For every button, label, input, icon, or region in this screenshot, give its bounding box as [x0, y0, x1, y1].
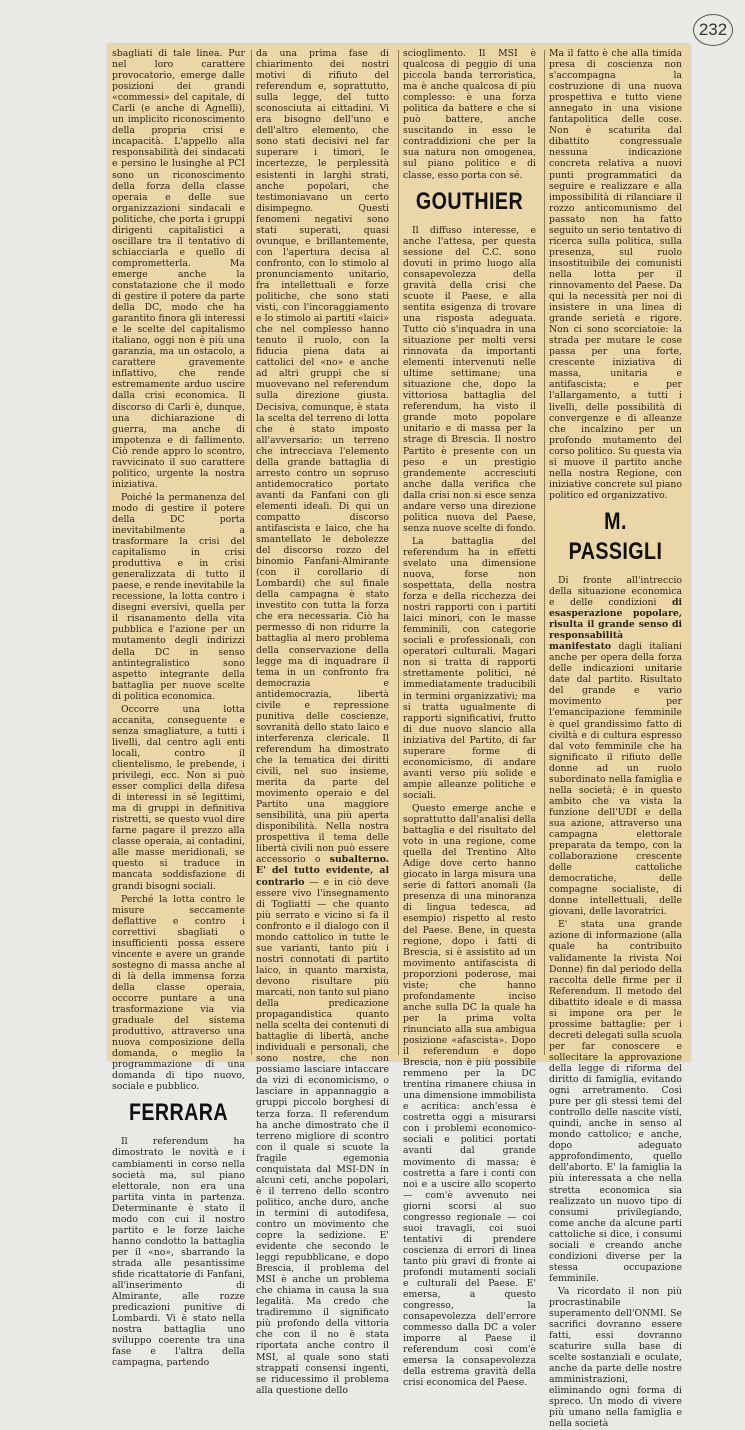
column-divider [544, 50, 545, 1055]
col1-paragraph: sbagliati di tale linea. Pur nel loro carattere provocatorio, emerge dalle posizioni dei grandi «commessi» del capitale, di Carli (e anche di Agnelli), un implicito riconoscimento della propria crisi e incapacità. L'appello alla responsabilità dei sindacati e persino le lusinghe al PCI sono un riconoscimento della forza della classe operaia e delle sue organizzazioni sindacali e politiche, che porta i gruppi dirigenti capitalistici a oscillare tra il tentativo di schiacciarla e quello di comprometterla. Ma emerge anche la constatazione che il modo di gestire il potere da parte della DC, modo che ha garantito finora gli interessi e le scelte del capitalismo italiano, oggi non è più una garanzia, ma un ostacolo, a carattere gravemente inflattivo, che rende estremamente arduo uscire dalla crisi economica. Il discorso di Carli è, dunque, una dichiarazione di guerra, ma anche di impotenza e di fallimento. Ciò rende appro lo scontro, ravvicinato il suo carattere politico, urgente la nostra iniziativa. [112, 48, 245, 490]
column-3 [403, 48, 536, 1389]
heading-gouthier: GOUTHIER [415, 187, 524, 215]
col4-paragraph [549, 575, 682, 917]
column-2 [256, 48, 389, 1396]
col4-bold-text: di esasperazione popolare, risulta il grande senso di responsabilità manifestato [549, 597, 682, 653]
col4-paragraph: E' stata una grande azione di informazione (alla quale ha contribuito validamente la rivista Noi Donne) fin dal periodo della raccolta delle firme per il Referendum. Il metodo del dibattito ideale e di massa si impone ora per le prossime battaglie: per i decreti delegati sulla scuola per far conoscere e sollecitare la approvazione della legge di riforma del diritto di famiglia, evitando ogni arretramento. Così pure per gli stessi temi del controllo delle nascite visti, quindi, anche in senso al mondo cattolico; e anche, dopo adeguato approfondimento, quello dell'aborto. E' la famiglia la più interessata a che nella stretta economica sia realizzato un nuovo tipo di consumi privilegiando, come anche da alcune parti cattoliche si dice, i consumi sociali e creando anche condizioni diverse per la stessa occupazione femminile. [549, 919, 682, 1284]
col4-paragraph: Va ricordato il non più procrastinabile superamento dell'ONMI. Se sacrifici dovranno essere fatti, essi dovranno scaturire sulla base di scelte sostanziali e oculate, anche da parte delle nostre amministrazioni, eliminando ogni forma di spreco. Un modo di vivere più umano nella famiglia e nella società [549, 1285, 682, 1430]
page-number: 232 [693, 14, 733, 46]
col4-paragraph: Ma il fatto è che alla timida presa di coscienza non s'accompagna la costruzione di una nuova prospettiva e tutto viene annegato in una visione fantapolitica delle cose. Non è scaturita dal dibattito congressuale nessuna indicazione concreta relativa a nuovi punti programmatici da seguire e realizzare e alla impossibilità di rilanciare il rozzo anticomunismo del passato non ha fatto seguito un serio tentativo di ricerca sulla politica, sulla presenza, sul ruolo insostituibile dei comunisti nella lotta per il rinnovamento del Paese. Da qui la necessità per noi di insistere in una linea di grande serietà e rigore. Non ci sono scorciatoie: la strada per mutare le cose passa per una forte, crescente iniziativa di massa, unitaria e antifascista; e per l'allargamento, a tutti i livelli, delle possibilità di convergenze e di alleanze che incalzino per un profondo mutamento del corso politico. Su questa via si muove il partito anche nella nostra Regione, con iniziative concrete sul piano politico ed organizzativo. [549, 48, 682, 501]
col1-paragraph: Occorre una lotta accanita, conseguente e senza smagliature, a tutti i livelli, dal centro agli enti locali, contro il clientelismo, le prebende, i privilegi, ecc. Non si può esser complici della difesa di interessi in sé legittimi, ma di gruppi in definitiva ristretti, se questo vuol dire farne pagare il prezzo alla classe operaia, ai contadini, alle masse meridionali, se questo si traduce in mancata soddisfazione di grandi bisogni sociali. [112, 703, 245, 892]
column-divider [398, 50, 399, 1055]
heading-passigli: M. PASSIGLI [568, 507, 663, 565]
col4-text: Di fronte all'intreccio della situazione economica e delle condizioni [549, 574, 682, 609]
col1-paragraph: Poiché la permanenza del modo di gestire il potere della DC porta inevitabilmente a trasformare la crisi del capitalismo in crisi produttiva e in crisi generalizzata di tutto il paese, e rende inevitabile la recessione, la lotta contro i disegni eversivi, quella per il risanamento della vita pubblica e l'azione per un mutamento degli indirizzi della DC in senso antintegralistico sono aspetto integrante della battaglia per nuove scelte di politica economica. [112, 491, 245, 702]
column-divider [251, 50, 252, 1055]
col3-paragraph: Questo emerge anche e soprattutto dall'analisi della battaglia e del risultato del voto in una regione, come quella del Trentino Alto Adige dove certo hanno giocato in larga misura una serie di fattori anomali (la presenza di una minoranza di lingua tedesca, ad esempio) rispetto al resto del Paese. Bene, in questa regione, dopo i fatti di Brescia, si è assistito ad un movimento antifascista di proporzioni poderose, mai viste; che hanno profondamente inciso anche sulla DC la quale ha per la prima volta rinunciato alla sua ambigua posizione «afascista». Dopo il referendum e dopo Brescia, non è più possibile remmeno per la DC trentina rimanere chiusa in una dimensione immobilista e acritica: anch'essa è costretta oggi a misurarsi con i problemi economico-sociali e politici portati avanti dal grande movimento di massa; è costretta a fare i conti con noi e a uscire allo scoperto — com'è avvenuto nei giorni scorsi al suo congresso regionale — coi suoi travagli, coi suoi tentativi di prendere coscienza di errori di linea tanto più gravi di fronte ai profondi mutamenti sociali e culturali del Paese. E' emersa, a questo congresso, la consapevolezza dell'errore commesso dalla DC a voler imporre al Paese il referendum così com'è emersa la consapevolezza della estrema gravità della crisi economica del Paese. [403, 803, 536, 1389]
col1-paragraph: Il referendum ha dimostrato le novità e i cambiamenti in corso nella società ma, sul piano elettorale, non era una partita vinta in partenza. Determinante è stato il modo con cui il nostro partito e le forze laiche hanno condotto la battaglia per il «no», sbarrando la strada alle pesantissime sfide ricattatorie di Fanfani, all'inserimento di Almirante, alle rozze predicazioni punitive di Lombardi. Vi è stato nella nostra battaglia uno sviluppo coerente tra una fase e l'altra della campagna, partendo [112, 1136, 245, 1369]
col4-text: dagli italiani anche per opera della forza delle indicazioni unitarie date dal partito. Risultato del grande e vario movimento per l'emancipazione femminile è quel grandissimo fatto di civiltà e di cultura espresso dal voto femminile che ha significato il rifiuto delle donne ad un ruolo subordinato nella famiglia e nella società; è in questo ambito che va vista la funzione dell'UDI e della sua azione, attraverso una campagna elettorale preparata da tempo, con la collaborazione crescente delle cattoliche democratiche, delle compagne socialiste, di donne intellettuali, delle giovani, delle lavoratrici. [549, 641, 682, 918]
heading-ferrara: FERRARA [128, 1099, 229, 1127]
col2-paragraph [256, 48, 389, 1396]
col2-text: da una prima fase di chiarimento dei nostri motivi di rifiuto del referendum e, soprattutto, sulla legge, del tutto sconosciuta ai cittadini. Vi era bisogno dell'uno e dell'altro elemento, che sono stati decisivi nel far superare i timori, le incertezze, le perplessità esistenti in larghi strati, anche popolari, che testimoniavano un certo disimpegno. Questi fenomeni negativi sono stati superati, quasi ovunque, e brillantemente, con l'apertura decisa al confronto, con lo stimolo al pronunciamento unitario, fra intellettuali e forze politiche, che sono stati visti, con l'incoraggiamento e lo stimolo ai partiti «laici» che nel complesso hanno tenuto il ruolo, con la fiducia piena data ai cattolici del «no» e anche ad altri gruppi che si muovevano nel referendum sulla direzione giusta. Decisiva, comunque, è stata la scelta del terreno di lotta che è stato imposto all'avversario: un terreno che intrecciava l'elemento della grande battaglia di arresto contro un sopruso antidemocratico portato avanti da Fanfani con gli elementi ideali. Di qui un compatto discorso antifascista e laico, che ha smantellato le debolezze del discorso rozzo del binomio Fanfani-Almirante (con il corollario di Lombardi) che sul finale della campagna è stato investito con tutta la forza che era necessaria. Ciò ha permesso di non ridurre la battaglia al mero problema della conservazione della legge ma di inquadrare il tema in un confronto fra democrazia e antidemocrazia, libertà civile e repressione punitiva delle coscienze, sovranità dello stato laico e interferenza clericale. Il referendum ha dimostrato che la tematica dei diritti civili, nel suo insieme, merita da parte del movimento operaio e del Partito una maggiore sensibilità, una più aperta disponibilità. Nella nostra prospettiva il tema delle libertà civili non può essere accessorio o [256, 48, 389, 866]
col2-bold-text: subalterno. E' del tutto evidente, al contrario [256, 854, 389, 888]
col1-paragraph: Perché la lotta contro le misure seccamente deflattive e contro i correttivi sbagliati o insufficienti possa essere vincente e avere un grande sostegno di massa anche al di là della immensa forza della classe operaia, occorre puntare a una trasformazione via via graduale del sistema produttivo, attraverso una nuova composizione della domanda, o meglio la programmazione di una domanda di tipo nuovo, sociale e pubblico. [112, 893, 245, 1093]
col3-paragraph: Il diffuso interesse, e anche l'attesa, per questa sessione del C.C. sono dovuti in primo luogo alla consapevolezza della gravità della crisi che scuote il Paese, e alla sentita esigenza di trovare una risposta adeguata. Tutto ciò s'inquadra in una situazione per molti versi rinnovata da importanti elementi intervenuti nelle ultime settimane; una situazione che, dopo la vittoriosa battaglia del referendum, ha visto il grande moto popolare unitario e di massa per la strage di Brescia. Il nostro Partito è presente con un peso e un prestigio grandemente accresciuti anche dalla verifica che dalla crisi non si esce senza andare verso una direzione politica nuova del Paese, senza nuove scelte di fondo. [403, 224, 536, 534]
newspaper-clipping [108, 44, 690, 1430]
col3-paragraph: La battaglia del referendum ha in effetti svelato una dimensione nuova, forse non sospettata, della nostra forza e della ricchezza dei nostri rapporti con i partiti laici minori, con le masse femminili, con categorie sociali e professionali, con operatori culturali. Magari non si tratta di rapporti strettamente politici, né immediatamente traducibili in termini organizzativi; ma si tratta ugualmente di rapporti significativi, frutto di due nuovo slancio alla iniziativa del Partito, di far superare forme di economicismo, di andare avanti verso più solide e ampie alleanze politiche e sociali. [403, 535, 536, 801]
column-4 [549, 48, 682, 1430]
column-1 [112, 48, 245, 1369]
col3-paragraph: scioglimento. Il MSI è qualcosa di peggio di una piccola banda terroristica, ma è anche qualcosa di più complesso: è una forza politica da battere e che si può battere, anche suscitando in esso le contraddizioni che per la sua natura non omogenea, sul piano politico e di classe, esso porta con sé. [403, 48, 536, 181]
col2-text: — e in ciò deve essere vivo l'insegnamento di Togliatti — che quanto più serrato e vicino si fa il confronto e il dialogo con il mondo cattolico in tutte le sue varianti, tanto più i nostri connotati di partito laico, in quanto marxista, devono risultare più marcati, non tanto sul piano della predicazione propagandistica quanto nella scelta dei contenuti di battaglie di libertà, anche individuali e personali, che sono nostre, che non possiamo lasciare intaccare da vizi di economicismo, o lasciare in appannaggio a gruppi piccolo borghesi di terza forza. Il referendum ha anche dimostrato che il terreno migliore di scontro con il quale si scuote la fragile egemonia conquistata dal MSI-DN in alcuni ceti, anche popolari, è il terreno dello scontro politico, anche duro, anche in termini di autodifesa, contro un movimento che copre la sedizione. E' evidente che secondo le leggi repubblicane, e dopo Brescia, il problema del MSI è anche un problema che chiama in causa la sua legalità. Ma credo che tradiremmo il significato più profondo della vittoria che con il no è stata riportata anche contro il MSI, al quale sono stati strappati consensi ingenti, se riducessimo il problema alla questione dello [256, 876, 389, 1396]
